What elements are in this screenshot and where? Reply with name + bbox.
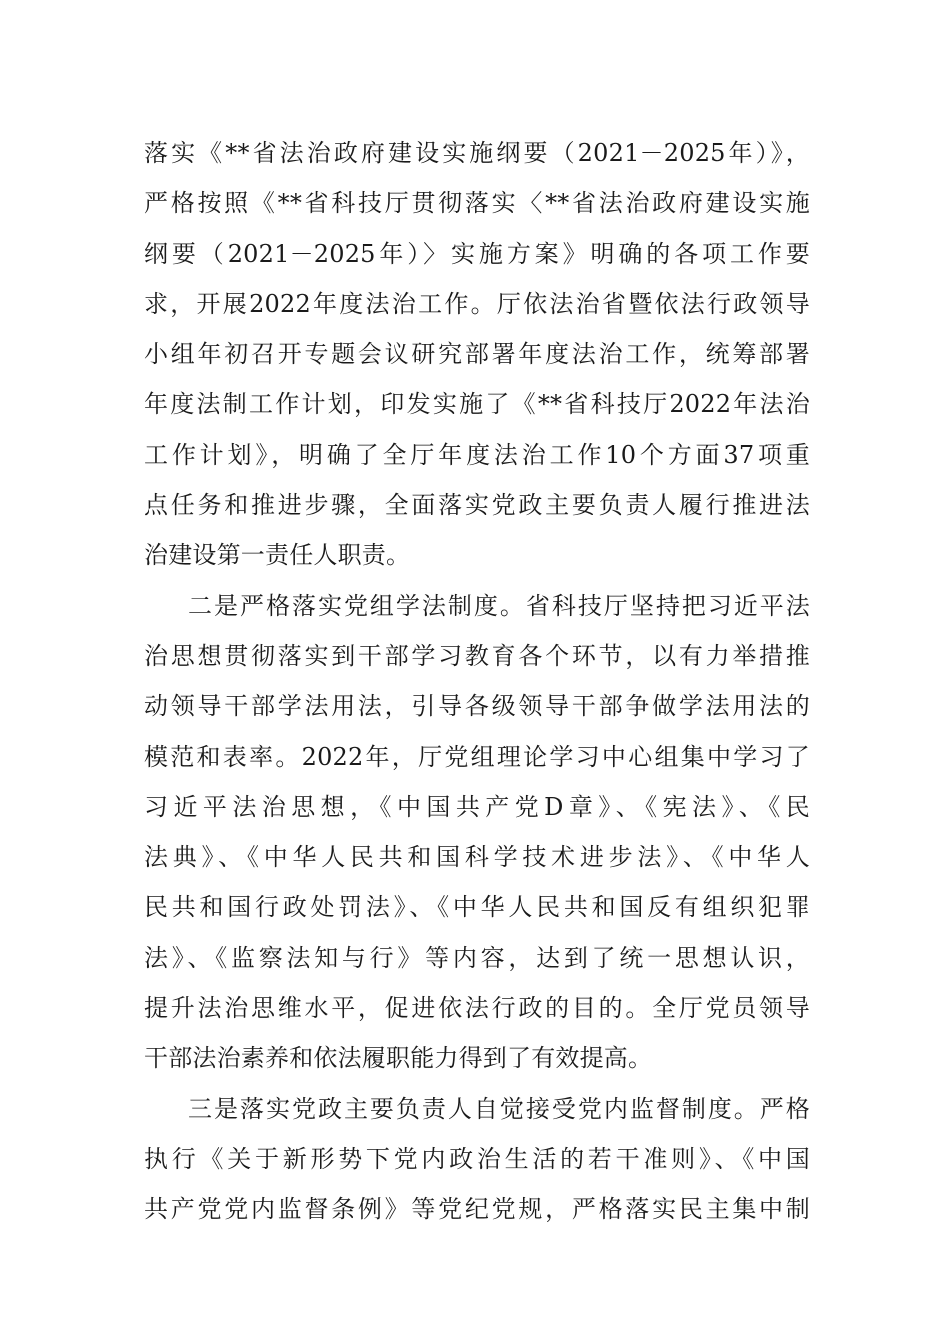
text-line-11: 治思想贯彻落实到干部学习教育各个环节，以有力举措推 xyxy=(144,641,810,670)
text-line-19: 干部法治素养和依法履职能力得到了有效提高。 xyxy=(144,1044,653,1073)
text-line-3: 纲要（2021－2025年）〉实施方案》明确的各项工作要 xyxy=(144,239,810,268)
text-line-22: 共产党党内监督条例》等党纪党规，严格落实民主集中制 xyxy=(144,1195,810,1224)
paragraph-2-first-line: 二是严格落实党组学法制度。省科技厅坚持把习近平法 xyxy=(188,591,810,620)
text-line-12: 动领导干部学法用法，引导各级领导干部争做学法用法的 xyxy=(144,692,810,721)
text-line-9: 治建设第一责任人职责。 xyxy=(144,541,411,570)
text-line-7: 工作计划》，明确了全厅年度法治工作10个方面37项重 xyxy=(144,440,810,469)
text-line-2: 严格按照《**省科技厅贯彻落实〈**省法治政府建设实施 xyxy=(144,189,810,218)
text-line-16: 民共和国行政处罚法》、《中华人民共和国反有组织犯罪 xyxy=(144,893,810,922)
body-text xyxy=(144,128,810,1235)
text-line-18: 提升法治思维水平，促进依法行政的目的。全厅党员领导 xyxy=(144,994,810,1023)
text-line-6: 年度法制工作计划，印发实施了《**省科技厅2022年法治 xyxy=(144,390,810,419)
text-line-8: 点任务和推进步骤，全面落实党政主要负责人履行推进法 xyxy=(144,491,810,520)
text-line-5: 小组年初召开专题会议研究部署年度法治工作，统筹部署 xyxy=(144,340,810,369)
text-line-17: 法》、《监察法知与行》等内容，达到了统一思想认识， xyxy=(144,943,810,972)
text-line-4: 求，开展2022年度法治工作。厅依法治省暨依法行政领导 xyxy=(144,289,810,318)
text-line-15: 法典》、《中华人民共和国科学技术进步法》、《中华人 xyxy=(144,843,810,872)
text-line-13: 模范和表率。2022年，厅党组理论学习中心组集中学习了 xyxy=(144,742,810,771)
text-line-14: 习近平法治思想，《中国共产党D章》、《宪法》、《民 xyxy=(144,792,810,821)
text-line-1: 落实《**省法治政府建设实施纲要（2021－2025年）》， xyxy=(144,139,810,167)
text-line-21: 执行《关于新形势下党内政治生活的若干准则》、《中国 xyxy=(144,1144,810,1173)
paragraph-3-first-line: 三是落实党政主要负责人自觉接受党内监督制度。严格 xyxy=(188,1094,810,1123)
